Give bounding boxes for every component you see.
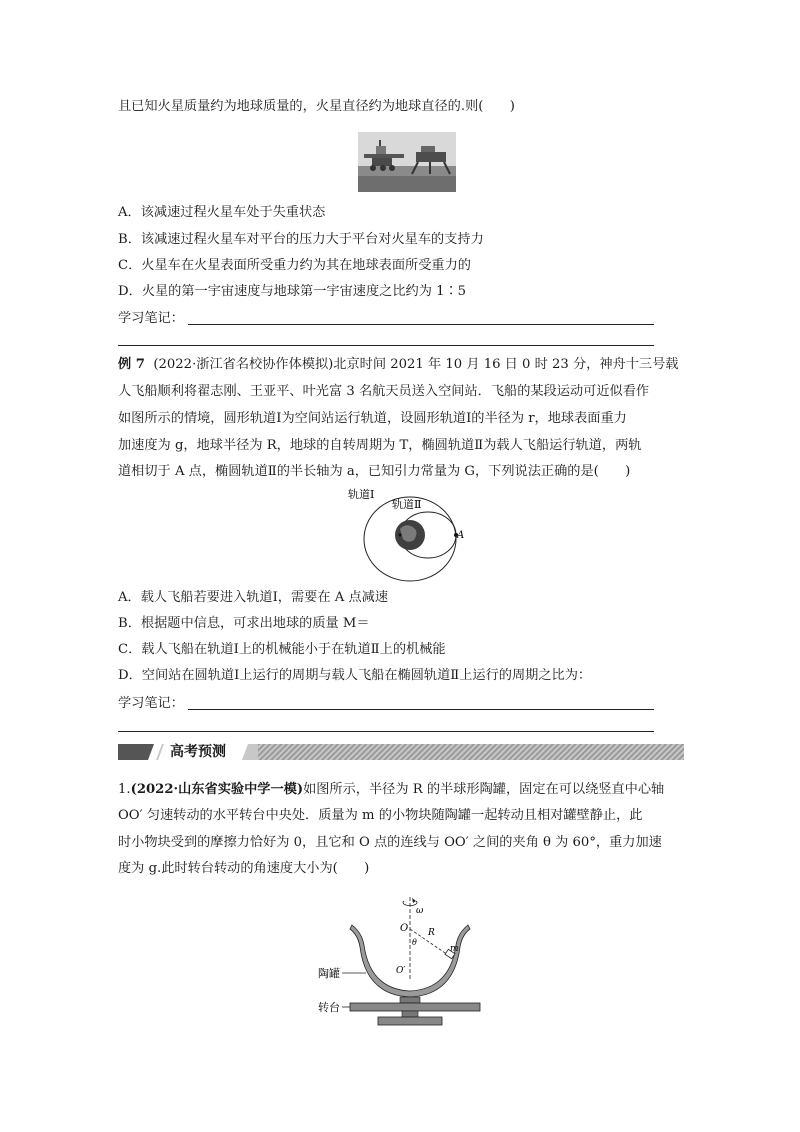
example-7-text: 北京时间 2021 年 10 月 16 日 0 时 23 分，神舟十三号载: [333, 357, 679, 372]
omega-label: ω: [416, 906, 424, 916]
example-7-line-3: 如图所示的情境，圆形轨道Ⅰ为空间站运行轨道，设圆形轨道Ⅰ的半径为 r，地球表面重力: [118, 411, 627, 426]
orbit-1-label: 轨道Ⅰ: [348, 488, 375, 501]
bowl-turntable-diagram: [300, 893, 500, 1031]
o-prime-label: O′: [396, 966, 406, 976]
example-7-option-a: A．载人飞船若要进入轨道Ⅰ，需要在 A 点减速: [118, 590, 389, 605]
study-notes-label-1: 学习笔记：: [118, 311, 184, 326]
example-7-source: (2022·浙江省名校协作体模拟): [153, 357, 334, 372]
example-7-option-d: D．空间站在圆轨道Ⅰ上运行的周期与载人飞船在椭圆轨道Ⅱ上运行的周期之比为：: [118, 668, 592, 683]
q6-option-a: A．该减速过程火星车处于失重状态: [118, 205, 326, 220]
prediction-1-line-1: [118, 780, 664, 800]
study-notes-label-2: 学习笔记：: [118, 696, 184, 711]
jar-label: 陶罐: [318, 967, 340, 980]
o-label: O: [400, 923, 409, 934]
example-7-label: 例 7: [118, 357, 145, 372]
notes-rule: [188, 709, 654, 710]
q6-option-b: B．该减速过程火星车对平台的压力大于平台对火星车的支持力: [118, 232, 484, 247]
example-7-line-4: 加速度为 g，地球半径为 R，地球的自转周期为 T，椭圆轨道Ⅱ为载人飞船运行轨道，两轨: [118, 438, 642, 453]
r-label: R: [428, 928, 435, 938]
m-label: m: [450, 944, 459, 954]
table-label: 转台: [318, 1001, 340, 1014]
example-7-line-1: [118, 355, 679, 375]
example-7-line-5: 道相切于 A 点，椭圆轨道Ⅱ的半长轴为 a，已知引力常量为 G，下列说法正确的是( ): [118, 464, 631, 479]
prediction-1-line-2: OO′ 匀速转动的水平转台中央处．质量为 m 的小物块随陶罐一起转动且相对罐壁静止，此: [118, 808, 643, 823]
example-7-option-c: C．载人飞船在轨道Ⅰ上的机械能小于在轨道Ⅱ上的机械能: [118, 642, 446, 657]
prediction-1-label: 1.: [118, 782, 131, 797]
orbit-diagram: [340, 484, 480, 588]
q6-option-c: C．火星车在火星表面所受重力约为其在地球表面所受重力的: [118, 258, 471, 273]
prediction-1-text: 如图所示，半径为 R 的半球形陶罐，固定在可以绕竖直中心轴: [303, 782, 665, 797]
prediction-1-line-4: 度为 g.此时转台转动的角速度大小为( ): [118, 861, 370, 876]
example-7-option-b: B．根据题中信息，可求出地球的质量 M＝: [118, 616, 370, 631]
notes-rule: [118, 731, 654, 732]
notes-rule: [118, 345, 654, 346]
mars-rover-photo: [358, 132, 456, 196]
prediction-1-line-3: 时小物块受到的摩擦力恰好为 0，且它和 O 点的连线与 OO′ 之间的夹角 θ 为 60°，重力加速: [118, 835, 662, 850]
orbit-2-label: 轨道Ⅱ: [392, 498, 422, 511]
example-7-line-2: 人飞船顺利将翟志刚、王亚平、叶光富 3 名航天员送入空间站．飞船的某段运动可近似看作: [118, 384, 650, 399]
prediction-1-source: (2022·山东省实验中学一模): [130, 782, 304, 797]
notes-rule: [188, 324, 654, 325]
q6-option-d: D．火星的第一宇宙速度与地球第一宇宙速度之比约为 1∶5: [118, 284, 467, 299]
point-a-label: A: [457, 530, 465, 541]
section-title: 高考预测: [170, 744, 226, 760]
intro-line: 且已知火星质量约为地球质量的，火星直径约为地球直径的.则( ): [118, 99, 515, 114]
theta-label: θ: [412, 938, 417, 947]
